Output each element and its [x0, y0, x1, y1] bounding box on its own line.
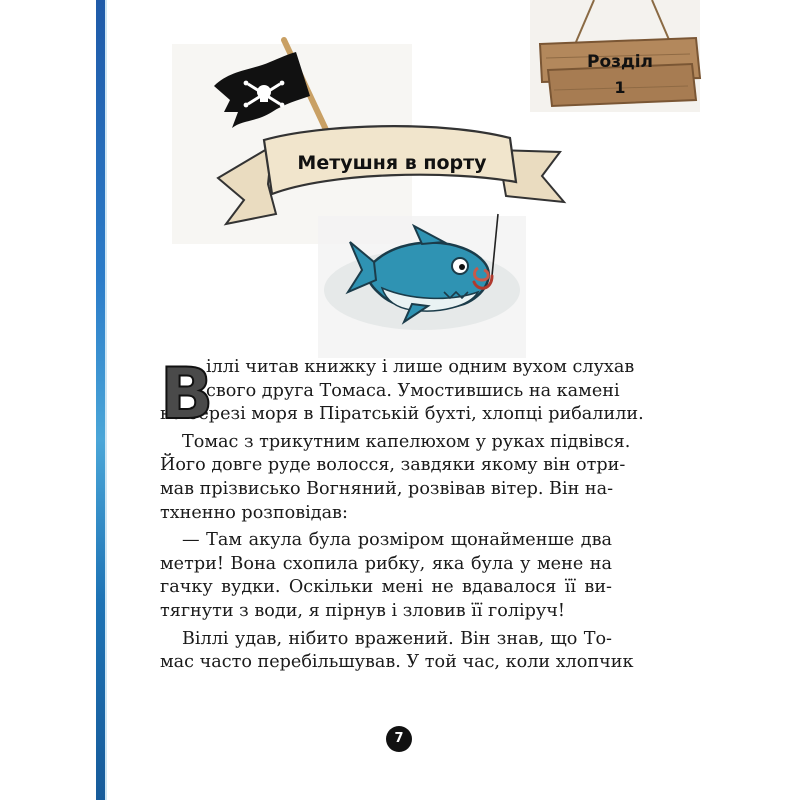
paragraph-4 — [160, 628, 634, 675]
spine-divider — [105, 0, 107, 800]
dropcap-letter — [160, 353, 214, 435]
text-line: Віллі удав, нібито вражений. Він знав, що То- — [182, 628, 612, 649]
text-line: метри! Вона схопила рибку, яка була у мене на — [160, 553, 612, 574]
chapter-title: Метушня в порту — [297, 152, 487, 174]
text-line: мав прізвисько Вогняний, розвівав вітер. Він на- — [160, 478, 614, 499]
text-line: іллі читав книжку і лише одним вухом слухав — [206, 357, 635, 377]
chapter-number: 1 — [614, 78, 626, 97]
text-line: на березі моря в Піратській бухті, хлопці рибалили. — [160, 404, 644, 425]
text-line: Томас з трикутним капелюхом у руках підвівся. — [182, 431, 631, 452]
svg-text:В: В — [160, 353, 214, 435]
chapter-header-illustration — [160, 0, 720, 360]
paragraph-3 — [160, 529, 612, 623]
text-line: мас часто перебільшував. У той час, коли хлопчик — [160, 652, 634, 673]
text-line: гачку вудки. Оскільки мені не вдавалося її ви- — [160, 577, 612, 598]
story-text — [160, 353, 644, 675]
paragraph-1 — [160, 356, 644, 427]
page-number: 7 — [386, 726, 412, 752]
text-line: тхненно розповідав: — [160, 502, 348, 523]
chapter-label: Розділ — [586, 52, 654, 72]
text-line: Його довге руде волосся, завдяки якому він отри- — [160, 455, 626, 476]
text-line: тягнути з води, я пірнув і зловив її голіруч! — [160, 600, 565, 621]
text-line: свого друга Томаса. Умостившись на камені — [206, 380, 620, 401]
text-line: — Там акула була розміром щонайменше два — [182, 530, 612, 551]
paragraph-2 — [160, 431, 631, 525]
